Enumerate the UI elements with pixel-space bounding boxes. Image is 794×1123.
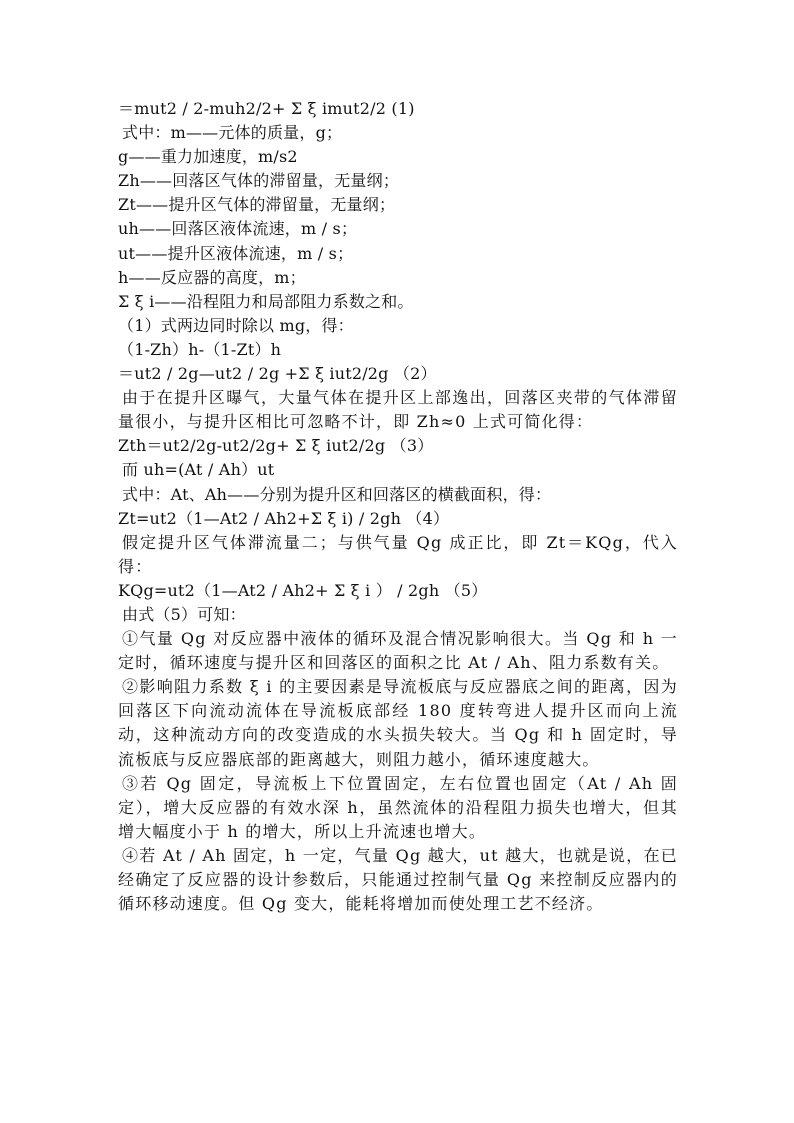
equation-line-5: KQg=ut2（1—At2 / Ah2+ Σ ξ i ） / 2gh （5） [118, 580, 488, 600]
definition-h: h——反应器的高度，m； [118, 267, 306, 287]
conclusion-item-1: ①气量 Qg 对反应器中液体的循环及混合情况影响很大。当 Qg 和 h 一定时，循环速度与提升区和回落区的面积之比 At / Ah、阻力系数有关。 [118, 629, 678, 673]
equation-line-2b: ＝ut2 / 2g—ut2 / 2g +Σ ξ iut2/2g （2） [118, 364, 437, 384]
conclusion-intro: 由式（5）可知： [122, 604, 246, 624]
equation-line-4: Zt=ut2（1—At2 / Ah2+Σ ξ i) / 2gh （4） [118, 508, 450, 528]
assumption-paragraph: 假定提升区气体滞流量二；与供气量 Qg 成正比，即 Zt＝KQg，代入得： [118, 532, 678, 576]
equation-line-2a: （1-Zh）h-（1-Zt）h [118, 339, 282, 359]
conclusion-item-3: ③若 Qg 固定，导流板上下位置固定，左右位置也固定（At / Ah 固定），增大反应器的有效水深 h，虽然流体的沿程阻力损失也增大，但其增大幅度小于 h 的增大，所以上升流速也增大。 [118, 773, 678, 841]
equation-line-1: ＝mut2 / 2-muh2/2+ Σ ξ imut2/2 (1) [118, 99, 415, 118]
definition-areas: 式中：At、Ah——分别为提升区和回落区的横截面积，得： [122, 484, 552, 504]
definition-zh: Zh——回落区气体的滞留量，无量纲； [118, 171, 400, 191]
derivation-step: （1）式两边同时除以 mg，得： [118, 315, 354, 335]
definition-resistance: Σ ξ i——沿程阻力和局部阻力系数之和。 [118, 291, 414, 311]
definition-g: g——重力加速度，m/s2 [118, 147, 298, 167]
conclusion-item-2: ②影响阻力系数 ξ i 的主要因素是导流板底与反应器底之间的距离，因为回落区下向流动流体在导流板底部经 180 度转弯进人提升区而向上流动，这种流动方向的改变造成的水头损失较大。当 Qg 和 h 固定时，导流板底与反应器底部的距离越大，则阻力越小，循环速度越大。 [118, 677, 678, 769]
document-body [118, 97, 678, 916]
definition-uh: uh——回落区液体流速，m / s； [118, 219, 358, 239]
definition-zt: Zt——提升区气体的滞留量，无量纲； [118, 195, 396, 215]
definition-ut: ut——提升区液体流速，m / s； [118, 243, 354, 263]
equation-uh: 而 uh=(At / Ah）ut [122, 460, 275, 480]
equation-line-3: Zth＝ut2/2g-ut2/2g+ Σ ξ iut2/2g （3） [118, 436, 434, 456]
definition-intro: 式中：m——元体的质量，g； [122, 123, 343, 143]
conclusion-item-4: ④若 At / Ah 固定，h 一定，气量 Qg 越大，ut 越大，也就是说，在已经确定了反应器的设计参数后，只能通过控制气量 Qg 来控制反应器内的循环移动速度。但 Qg 变大，能耗将增加而使处理工艺不经济。 [118, 845, 678, 914]
simplification-paragraph: 由于在提升区曝气，大量气体在提升区上部逸出，回落区夹带的气体滞留量很小，与提升区相比可忽略不计，即 Zh≈0 上式可简化得： [118, 388, 678, 432]
